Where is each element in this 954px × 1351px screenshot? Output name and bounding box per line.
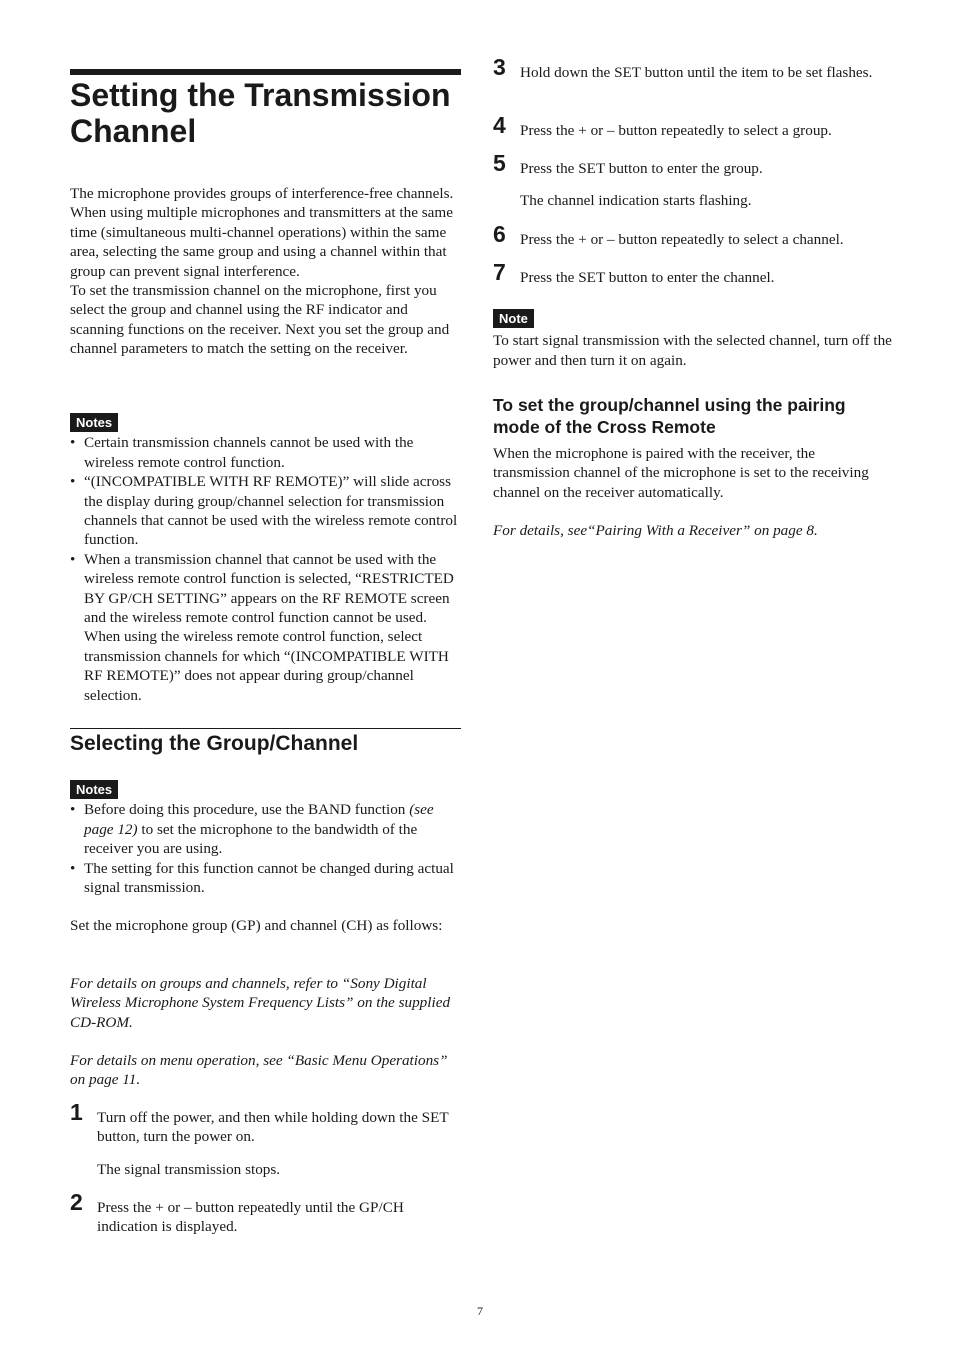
- step-6: [493, 221, 893, 249]
- notes-block-2: [70, 780, 462, 897]
- pairing-reference: For details, see“Pairing With a Receiver” on page 8.: [493, 522, 818, 540]
- intro-paragraph-1: The microphone provides groups of interference-free channels. When using multiple microphones and transmitters at the same time (simultaneous multi-channel operations) within the same area, selecting the same group and using a channel within that group can prevent signal interference.: [70, 185, 454, 280]
- step-number: 7: [493, 259, 506, 285]
- procedure-intro: Set the microphone group (GP) and channel (CH) as follows:: [70, 917, 443, 934]
- intro-paragraph-2: To set the transmission channel on the microphone, first you select the group and channel using the RF indicator and scanning functions on the receiver. Next you set the group and channel parameters to match the setting on the receiver.: [70, 282, 450, 358]
- step-number: 5: [493, 150, 506, 176]
- note-item: • Certain transmission channels cannot be used with the wireless remote control function.: [70, 433, 462, 472]
- step-result: The signal transmission stops.: [97, 1160, 281, 1178]
- step-result: The channel indication starts flashing.: [520, 192, 752, 210]
- step-2: [70, 1189, 462, 1237]
- step-text: Press the SET button to enter the channel.: [520, 269, 775, 286]
- pairing-heading: To set the group/channel using the pairing mode of the Cross Remote: [493, 395, 846, 437]
- page-reference-link[interactable]: (see page 12): [84, 801, 434, 838]
- intro-section: [70, 184, 462, 359]
- step-4: [493, 112, 893, 140]
- section-rule: [70, 728, 461, 729]
- step-5: [493, 150, 893, 211]
- note-badge: Note: [493, 309, 534, 328]
- notes-badge: Notes: [70, 780, 118, 799]
- note-text: To start signal transmission with the selected channel, turn off the power and then turn it on again.: [493, 332, 892, 369]
- note-item: • The setting for this function cannot be changed during actual signal transmission.: [70, 859, 462, 898]
- notes-list: [70, 433, 462, 705]
- note-item: • When a transmission channel that cannot be used with the wireless remote control function is selected, “RESTRICTED BY GP/CH SETTING” appears on the RF REMOTE screen and the wireless remote control function cannot be used. When using the wireless remote control function, select transmission channels for which “(INCOMPATIBLE WITH RF REMOTE)” does not appear during group/channel selection.: [70, 550, 462, 705]
- step-7: [493, 259, 893, 287]
- reference-note: For details on groups and channels, refer to “Sony Digital Wireless Microphone System Frequency Lists” on the supplied CD-ROM.: [70, 975, 451, 1031]
- step-text: Turn off the power, and then while holding down the SET button, turn the power on.: [97, 1109, 449, 1146]
- notes-block-1: [70, 413, 462, 705]
- notes-badge: Notes: [70, 413, 118, 432]
- step-text: Press the + or – button repeatedly to select a channel.: [520, 231, 844, 248]
- page-number: 7: [477, 1304, 483, 1318]
- page-title: Setting the Transmission Channel: [70, 77, 451, 149]
- note-text: to set the microphone to the bandwidth of the receiver you are using.: [84, 820, 418, 858]
- note-text: Before doing this procedure, use the BAND function: [84, 801, 406, 819]
- reference-note: For details on menu operation, see “Basic Menu Operations” on page 11.: [70, 1052, 448, 1089]
- step-text: Press the + or – button repeatedly until the GP/CH indication is displayed.: [97, 1199, 404, 1236]
- title-rule: [70, 69, 461, 75]
- notes-list: [70, 800, 462, 897]
- step-number: 2: [70, 1189, 83, 1215]
- pairing-section: [493, 395, 893, 541]
- step-1: [70, 1099, 462, 1179]
- step-number: 4: [493, 112, 506, 138]
- step-text: Press the + or – button repeatedly to select a group.: [520, 122, 832, 139]
- note-item: • “(INCOMPATIBLE WITH RF REMOTE)” will slide across the display during group/channel selection for transmission channels that cannot be used with the wireless remote control function.: [70, 472, 462, 550]
- step-number: 6: [493, 221, 506, 247]
- pairing-text: When the microphone is paired with the receiver, the transmission channel of the microphone is set to the receiving channel on the receiver automatically.: [493, 445, 869, 501]
- note-block: [493, 309, 893, 370]
- step-text: Hold down the SET button until the item to be set flashes.: [520, 64, 873, 81]
- note-item: [70, 800, 462, 858]
- step-number: 3: [493, 54, 506, 80]
- section-heading: Selecting the Group/Channel: [70, 732, 359, 755]
- step-3: [493, 54, 893, 82]
- step-number: 1: [70, 1099, 83, 1125]
- step-text: Press the SET button to enter the group.: [520, 160, 763, 177]
